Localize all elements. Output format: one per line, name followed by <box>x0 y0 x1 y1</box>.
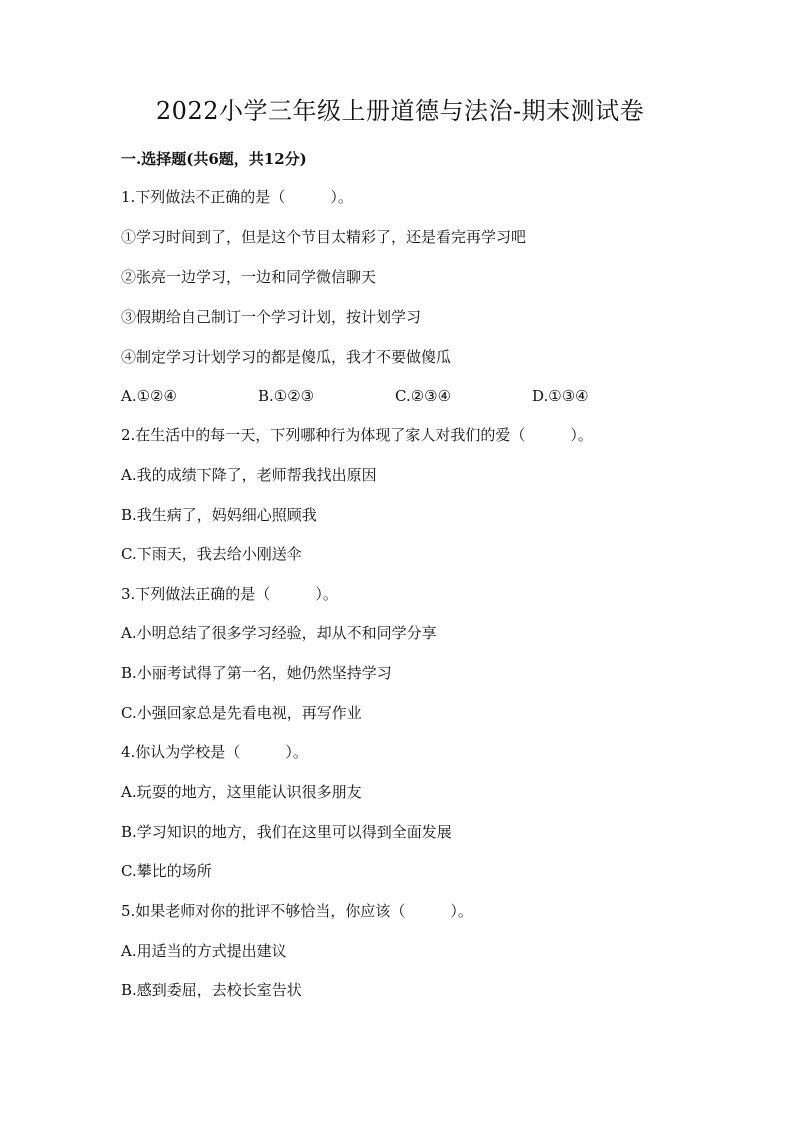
question-1-option-d: D.①③④ <box>532 387 589 405</box>
question-4-stem: 4.你认为学校是（ ）。 <box>121 743 308 761</box>
question-2-option-a: A.我的成绩下降了，老师帮我找出原因 <box>121 466 377 484</box>
question-3-option-c: C.小强回家总是先看电视，再写作业 <box>121 704 362 722</box>
question-3-option-a: A.小明总结了很多学习经验，却从不和同学分享 <box>121 624 437 642</box>
question-4-option-a: A.玩耍的地方，这里能认识很多朋友 <box>121 783 362 801</box>
question-2-option-c: C.下雨天，我去给小刚送伞 <box>121 545 302 563</box>
question-3-stem: 3.下列做法正确的是（ ）。 <box>121 585 338 603</box>
page-title: 2022小学三年级上册道德与法治-期末测试卷 <box>155 97 645 125</box>
question-4-option-c: C.攀比的场所 <box>121 862 212 880</box>
question-4-option-b: B.学习知识的地方，我们在这里可以得到全面发展 <box>121 823 452 841</box>
question-1-item-2: ②张亮一边学习，一边和同学微信聊天 <box>121 268 377 286</box>
question-1-item-1: ①学习时间到了，但是这个节目太精彩了，还是看完再学习吧 <box>121 228 527 246</box>
question-5-option-b: B.感到委屈，去校长室告状 <box>121 981 302 999</box>
question-5-stem: 5.如果老师对你的批评不够恰当，你应该（ ）。 <box>121 902 473 920</box>
question-3-option-b: B.小丽考试得了第一名，她仍然坚持学习 <box>121 664 392 682</box>
question-2-option-b: B.我生病了，妈妈细心照顾我 <box>121 506 317 524</box>
question-1-stem: 1.下列做法不正确的是（ ）。 <box>121 188 353 206</box>
question-2-stem: 2.在生活中的每一天，下列哪种行为体现了家人对我们的爱（ ）。 <box>121 426 593 444</box>
section-heading: 一.选择题(共6题，共12分) <box>121 150 307 168</box>
question-1-option-a: A.①②④ <box>121 387 177 405</box>
question-1-item-4: ④制定学习计划学习的都是傻瓜，我才不要做傻瓜 <box>121 348 452 366</box>
question-1-item-3: ③假期给自己制订一个学习计划，按计划学习 <box>121 308 422 326</box>
question-1-option-c: C.②③④ <box>395 387 452 405</box>
question-1-option-b: B.①②③ <box>258 387 315 405</box>
question-5-option-a: A.用适当的方式提出建议 <box>121 942 287 960</box>
